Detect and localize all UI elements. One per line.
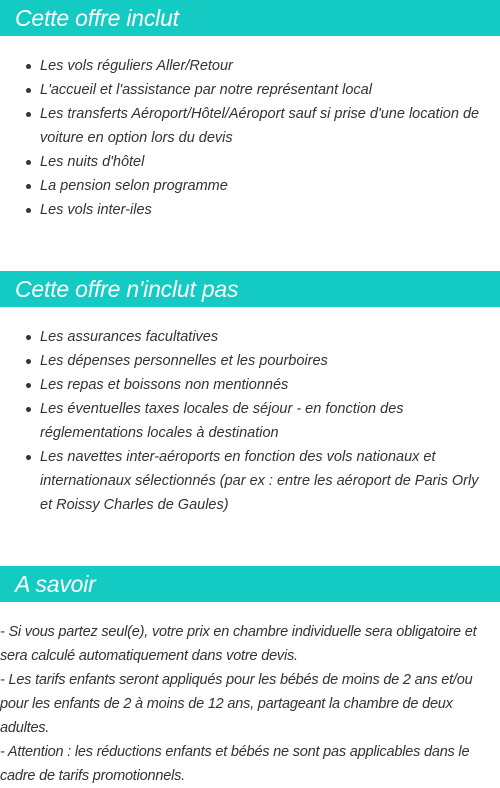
includes-header <box>0 0 500 36</box>
list-item: Les dépenses personnelles et les pourboires <box>0 349 500 373</box>
list-item: Les repas et boissons non mentionnés <box>0 373 500 397</box>
bullet-icon <box>26 112 31 117</box>
bullet-icon <box>26 359 31 364</box>
includes-list <box>0 54 500 222</box>
bullet-icon <box>26 64 31 69</box>
list-item: La pension selon programme <box>0 174 500 198</box>
bullet-icon <box>26 335 31 340</box>
list-item: Les éventuelles taxes locales de séjour - en fonction des réglementations locales à destination <box>0 397 500 445</box>
info-paragraph: - Les tarifs enfants seront appliqués pour les bébés de moins de 2 ans et/ou pour les enfants de 2 à moins de 12 ans, partageant la chambre de deux adultes. <box>0 672 473 736</box>
info-paragraph: - Si vous partez seul(e), votre prix en chambre individuelle sera obligatoire et sera calculé automatiquement dans votre devis. <box>0 624 477 664</box>
list-item: Les assurances facultatives <box>0 325 500 349</box>
list-item: Les vols inter-iles <box>0 198 500 222</box>
bullet-icon <box>26 383 31 388</box>
excludes-title: Cette offre n'inclut pas <box>15 276 239 302</box>
savoir-title: A savoir <box>15 571 96 597</box>
excludes-header <box>0 271 500 307</box>
list-item: Les navettes inter-aéroports en fonction des vols nationaux et internationaux sélectionnés (par ex : entre les aéroport de Paris Orly et Roissy Charles de Gaules) <box>0 445 500 517</box>
list-item: L'accueil et l'assistance par notre représentant local <box>0 78 500 102</box>
list-item: Les vols réguliers Aller/Retour <box>0 54 500 78</box>
includes-title: Cette offre inclut <box>15 5 179 31</box>
bullet-icon <box>26 455 31 460</box>
savoir-header <box>0 566 500 602</box>
bullet-icon <box>26 184 31 189</box>
bullet-icon <box>26 88 31 93</box>
excludes-list <box>0 325 500 517</box>
list-item: Les nuits d'hôtel <box>0 150 500 174</box>
bullet-icon <box>26 160 31 165</box>
list-item: Les transferts Aéroport/Hôtel/Aéroport sauf si prise d'une location de voiture en option lors du devis <box>0 102 500 150</box>
info-paragraph: - Attention : les réductions enfants et bébés ne sont pas applicables dans le cadre de tarifs promotionnels. <box>0 744 470 784</box>
bullet-icon <box>26 407 31 412</box>
bullet-icon <box>26 208 31 213</box>
